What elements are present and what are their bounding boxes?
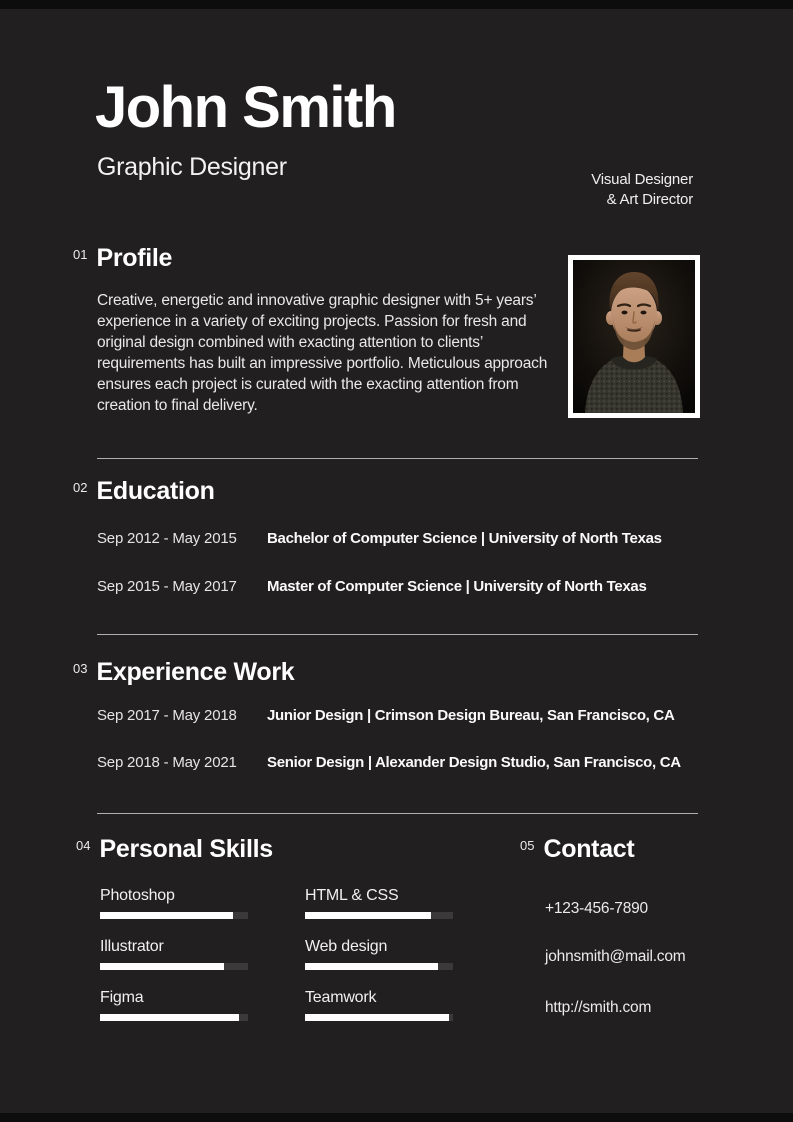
skill-progress-fill [305,963,438,970]
section-number: 04 [76,838,91,853]
experience-entry [97,706,701,725]
skill-progress-bar [100,963,248,970]
portrait-illustration [573,260,695,413]
divider [97,458,698,459]
skill-progress-fill [305,1014,449,1021]
experience-description: Senior Design | Alexander Design Studio, San Francisco, CA [267,754,681,771]
person-name: John Smith [95,75,396,140]
education-entry [97,529,701,548]
section-number: 02 [73,480,88,495]
skill-label: Illustrator [100,938,164,955]
experience-dates: Sep 2017 - May 2018 [97,707,237,724]
section-contact-heading [520,837,634,862]
skill-label: Teamwork [305,989,377,1006]
section-title: Contact [543,835,635,863]
section-title: Experience Work [96,658,295,686]
skill-progress-bar [305,963,453,970]
section-number: 05 [520,838,535,853]
education-description: Master of Computer Science | University of North Texas [267,578,647,595]
skill-item [305,988,453,1021]
experience-description: Junior Design | Crimson Design Bureau, San Francisco, CA [267,707,675,724]
experience-dates: Sep 2018 - May 2021 [97,754,237,771]
section-skills-heading [76,837,273,862]
skill-label: Web design [305,938,388,955]
skill-progress-fill [100,963,224,970]
divider [97,634,698,635]
resume-card [0,9,793,1113]
skill-item [305,886,453,919]
experience-entry [97,753,701,772]
divider [97,813,698,814]
profile-summary: Creative, energetic and innovative graphic designer with 5+ years’ experience in a variety of exciting projects. Passion for fresh and original design combined with exacting attention to clients’ requirements has built an impressive portfolio. Meticulous approach ensures each project is curated with the exacting attention from creation to final delivery. [97,292,548,414]
skill-label: Figma [100,989,144,1006]
tagline [591,170,693,210]
skill-progress-bar [100,912,248,919]
contact-website: http://smith.com [545,999,652,1016]
education-entry [97,577,701,596]
skill-progress-fill [305,912,431,919]
skill-item [100,937,248,970]
section-experience-heading [73,660,294,685]
education-dates: Sep 2015 - May 2017 [97,578,237,595]
skill-progress-fill [100,1014,239,1021]
skill-progress-bar [305,1014,453,1021]
section-number: 01 [73,247,88,262]
contact-email: johnsmith@mail.com [545,948,686,965]
person-job-title: Graphic Designer [97,153,287,181]
section-education-heading [73,479,215,504]
skill-label: Photoshop [100,887,175,904]
section-number: 03 [73,661,88,676]
education-dates: Sep 2012 - May 2015 [97,530,237,547]
contact-phone: +123-456-7890 [545,900,648,917]
skill-progress-bar [100,1014,248,1021]
section-title: Personal Skills [99,835,273,863]
tagline-line-2: & Art Director [606,191,693,208]
skill-progress-fill [100,912,233,919]
section-title: Education [96,477,215,505]
education-description: Bachelor of Computer Science | University of North Texas [267,530,662,547]
skill-item [100,988,248,1021]
profile-photo [568,255,700,418]
skill-progress-bar [305,912,453,919]
section-profile-heading [73,246,172,271]
skill-item [305,937,453,970]
skill-item [100,886,248,919]
tagline-line-1: Visual Designer [591,171,693,188]
section-title: Profile [96,244,173,272]
skill-label: HTML & CSS [305,887,399,904]
